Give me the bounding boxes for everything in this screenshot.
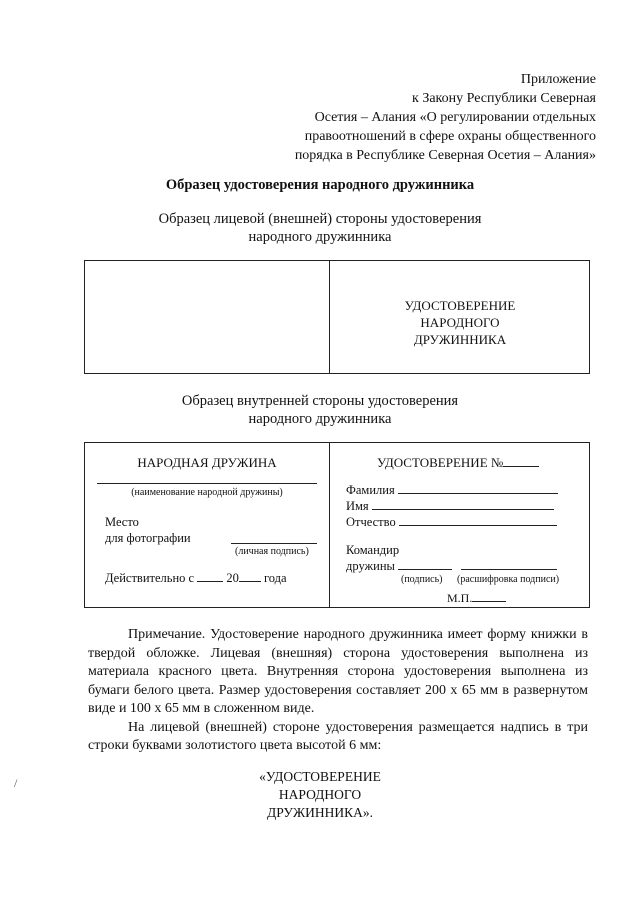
valid-suffix: года <box>263 571 287 585</box>
stamp-label: М.П. <box>447 591 473 605</box>
document-title: Образец удостоверения народного дружинника <box>165 177 475 193</box>
surname-label: Фамилия <box>346 483 395 497</box>
appendix-header <box>236 70 596 165</box>
front-heading-line: Образец лицевой (внешней) стороны удостоверения <box>158 211 482 227</box>
patronymic-label: Отчество <box>346 515 396 529</box>
certificate-number-label: УДОСТОВЕРЕНИЕ № <box>377 455 504 470</box>
inscription-line: ДРУЖИННИКА». <box>267 805 373 820</box>
inscription-line: НАРОДНОГО <box>278 787 362 802</box>
name-label: Имя <box>346 499 369 513</box>
front-side-box <box>84 260 590 374</box>
valid-from-field <box>105 571 287 586</box>
commander-name-blank <box>461 559 557 570</box>
inner-heading-line: Образец внутренней стороны удостоверения <box>181 393 459 409</box>
patronymic-field <box>346 515 557 530</box>
day-blank <box>197 571 223 582</box>
note-paragraph: На лицевой (внешней) стороне удостоверения размещается надпись в три строки буквами золотистого цвета высотой 6 мм: <box>88 719 588 753</box>
front-text-line: УДОСТОВЕРЕНИЕ <box>404 298 516 313</box>
stamp-blank <box>472 591 506 602</box>
front-heading-line: народного дружинника <box>248 229 392 245</box>
signature-caption: (личная подпись) <box>235 546 309 557</box>
front-text-line: ДРУЖИННИКА <box>413 332 507 347</box>
appendix-line: правоотношений в сфере охраны общественного <box>304 129 596 144</box>
squad-header: НАРОДНАЯ ДРУЖИНА <box>137 455 277 470</box>
squad-name-caption: (наименование народной дружины) <box>131 487 283 498</box>
number-blank <box>503 456 539 467</box>
photo-label: Место <box>105 515 139 529</box>
signature-line <box>231 543 317 544</box>
inscription-quote <box>0 768 640 822</box>
appendix-line: к Закону Республики Северная <box>412 91 596 106</box>
patronymic-blank <box>399 515 557 526</box>
front-heading <box>0 210 640 246</box>
fold-line <box>329 261 330 373</box>
squad-name-line <box>97 483 317 484</box>
valid-from-label: Действительно с <box>105 571 195 585</box>
stamp-field <box>447 591 506 606</box>
commander-signature-caption: (подпись) <box>401 574 443 585</box>
commander-signature-blank <box>398 559 452 570</box>
commander-field <box>346 559 557 574</box>
note-block <box>88 626 588 756</box>
inscription-line: «УДОСТОВЕРЕНИЕ <box>259 769 381 784</box>
name-field <box>346 499 554 514</box>
front-side-text <box>345 297 575 348</box>
fold-line <box>329 443 330 607</box>
year-blank <box>239 571 261 582</box>
surname-blank <box>398 483 558 494</box>
commander-decoding-caption: (расшифровка подписи) <box>457 574 560 585</box>
appendix-line: порядка в Республике Северная Осетия – Алания» <box>294 148 596 163</box>
note-paragraph: Примечание. Удостоверение народного дружинника имеет форму книжки в твердой обложке. Лицевая (внешняя) сторона удостоверения выполнена из материала красного цвета. Внутренняя сторона удостоверения выполнена из бумаги белого цвета. Размер удостоверения составляет 200 х 65 мм в развернутом виде и 100 х 65 мм в сложенном виде. <box>88 627 588 716</box>
front-text-line: НАРОДНОГО <box>420 315 500 330</box>
commander-label: дружины <box>346 559 395 573</box>
inner-side-box <box>84 442 590 608</box>
appendix-line: Осетия – Алания «О регулировании отдельных <box>314 110 596 125</box>
margin-mark: / <box>14 776 18 790</box>
inner-heading <box>0 392 640 428</box>
surname-field <box>346 483 558 498</box>
certificate-number-field <box>377 455 539 471</box>
appendix-line: Приложение <box>520 72 596 87</box>
valid-year: 20 <box>226 571 239 585</box>
inner-heading-line: народного дружинника <box>248 411 392 427</box>
photo-label: для фотографии <box>105 531 191 545</box>
commander-label: Командир <box>346 543 400 557</box>
name-blank <box>372 499 554 510</box>
